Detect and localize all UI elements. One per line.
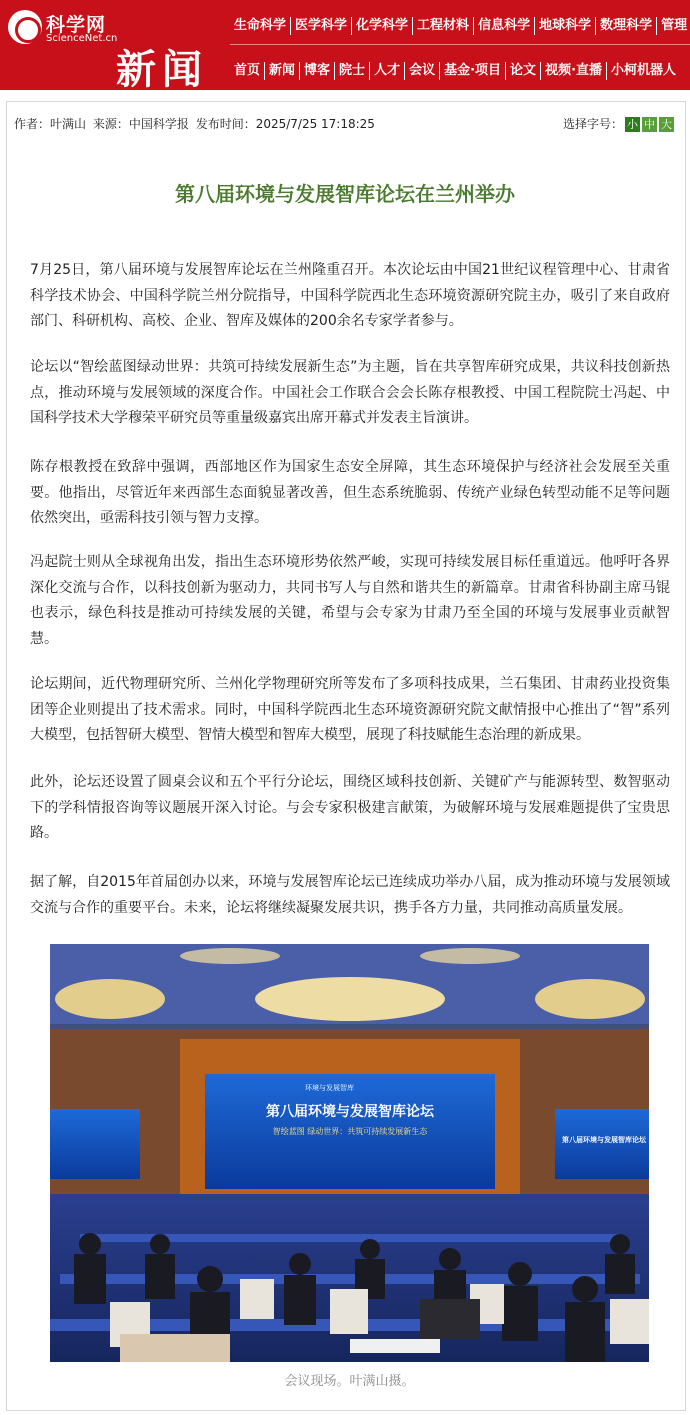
- paragraph-6: 此外，论坛还设置了圆桌会议和五个平行分论坛，围绕区域科技创新、关键矿产与能源转型、数智驱动下的学科情报咨询等议题展开深入讨论。与会专家积极建言献策，为破解环境与发展难题提供了宝贵思路。: [30, 774, 670, 842]
- header-divider: [230, 44, 690, 45]
- conference-photo: [50, 944, 649, 1362]
- nav-item-math-physics[interactable]: 数理科学: [595, 17, 656, 35]
- font-small-button[interactable]: 小: [627, 118, 639, 131]
- nav-item-info-science[interactable]: 信息科学: [473, 17, 534, 35]
- logo-text: 科学网: [46, 14, 107, 36]
- paragraph-2: 论坛以“智绘蓝图绿动世界：共筑可持续发展新生态”为主题，旨在共享智库研究成果，共议科技创新热点，推动环境与发展领域的深度合作。中国社会工作联合会会长陈存根教授、中国工程院院士冯起、中国科学技术大学穆荣平研究员等重量级嘉宾出席开幕式并发表主旨演讲。: [30, 359, 670, 427]
- nav-item-talent[interactable]: 人才: [369, 62, 404, 80]
- paragraph-7: 据了解，自2015年首届创办以来，环境与发展智库论坛已连续成功举办八届，成为推动环境与发展领域交流与合作的重要平台。未来，论坛将继续凝聚发展共识，携手各方力量，共同推动高质量发展。: [30, 874, 670, 916]
- side-screen-title: 第八届环境与发展智库论坛: [562, 1136, 646, 1144]
- paragraph-1: 7月25日，第八届环境与发展智库论坛在兰州隆重召开。本次论坛由中国21世纪议程管理中心、甘肃省科学技术协会、中国科学院兰州分院指导，中国科学院西北生态环境资源研究院主办，吸引了来自政府部门、科研机构、高校、企业、智库及媒体的200余名专家学者参与。: [30, 262, 670, 330]
- subject-nav: [230, 14, 690, 38]
- nav-item-papers[interactable]: 论文: [505, 62, 540, 80]
- nav-item-robot[interactable]: 小柯机器人: [606, 62, 680, 80]
- logo-emblem-icon: [8, 10, 42, 44]
- nav-item-management[interactable]: 管理: [656, 17, 690, 35]
- nav-item-medical-science[interactable]: 医学科学: [290, 17, 351, 35]
- site-logo[interactable]: [8, 8, 118, 44]
- font-size-label: 选择字号：: [563, 117, 624, 131]
- article-title: 第八届环境与发展智库论坛在兰州举办: [175, 182, 515, 206]
- screen-tag: 环境与发展智库: [305, 1084, 354, 1092]
- article-meta: [14, 115, 378, 132]
- publish-time: 发布时间：2025/7/25 17:18:25: [195, 117, 375, 131]
- font-medium-button[interactable]: 中: [644, 118, 656, 131]
- nav-item-home[interactable]: 首页: [234, 63, 261, 78]
- source: 来源：中国科学报: [92, 117, 189, 131]
- site-header: [0, 0, 690, 90]
- nav-item-blog[interactable]: 博客: [299, 62, 334, 80]
- conference-scene: [50, 944, 649, 1362]
- nav-item-meetings[interactable]: 会议: [404, 62, 439, 80]
- photo-caption: 会议现场。叶满山摄。: [284, 1374, 415, 1389]
- author: 作者：叶满山: [14, 117, 87, 131]
- main-nav: [230, 59, 690, 83]
- paragraph-4: 冯起院士则从全球视角出发，指出生态环境形势依然严峻，实现可持续发展目标任重道远。他呼吁各界深化交流与合作，以科技创新为驱动力，共同书写人与自然和谐共生的新篇章。甘肃省科协副主席马锟也表示，绿色科技是推动可持续发展的关键，希望与会专家为甘肃乃至全国的环境与发展事业贡献智慧。: [30, 554, 670, 647]
- nav-item-earth-science[interactable]: 地球科学: [534, 17, 595, 35]
- nav-item-academicians[interactable]: 院士: [334, 62, 369, 80]
- font-large-button[interactable]: 大: [661, 118, 673, 131]
- font-size-selector: [563, 115, 674, 132]
- nav-item-news[interactable]: 新闻: [264, 62, 299, 80]
- logo-domain: ScienceNet.cn: [46, 33, 118, 44]
- nav-item-funding[interactable]: 基金·项目: [439, 62, 505, 80]
- section-title: 新闻: [116, 46, 208, 90]
- nav-item-engineering[interactable]: 工程材料: [412, 17, 473, 35]
- nav-item-life-science[interactable]: 生命科学: [234, 18, 287, 33]
- screen-subtitle: 智绘蓝图 绿动世界：共筑可持续发展新生态: [272, 1127, 428, 1136]
- nav-item-chemistry[interactable]: 化学科学: [351, 17, 412, 35]
- nav-item-video[interactable]: 视频·直播: [540, 62, 606, 80]
- paragraph-5: 论坛期间，近代物理研究所、兰州化学物理研究所等发布了多项科技成果，兰石集团、甘肃药业投资集团等企业则提出了技术需求。同时，中国科学院西北生态环境资源研究院文献情报中心推出了“智”系列大模型，包括智研大模型、智情大模型和智库大模型，展现了科技赋能生态治理的新成果。: [30, 676, 670, 744]
- paragraph-3: 陈存根教授在致辞中强调，西部地区作为国家生态安全屏障，其生态环境保护与经济社会发展至关重要。他指出，尽管近年来西部生态面貌显著改善，但生态系统脆弱、传统产业绿色转型动能不足等问题依然突出，亟需科技引领与智力支撑。: [30, 459, 670, 527]
- screen-title: 第八届环境与发展智库论坛: [266, 1104, 434, 1120]
